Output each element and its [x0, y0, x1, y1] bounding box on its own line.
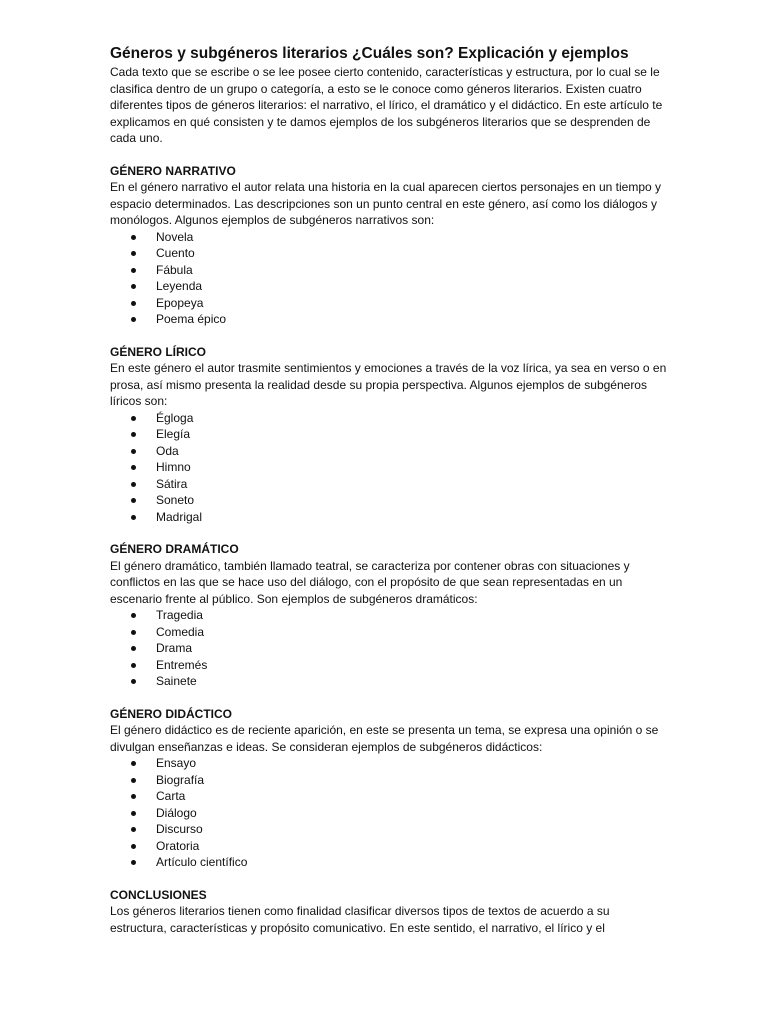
- bullet-icon: [131, 301, 136, 306]
- list-item-label: Comedia: [156, 624, 205, 639]
- list-item: [110, 476, 668, 493]
- bullet-icon: [131, 663, 136, 668]
- bullet-icon: [131, 827, 136, 832]
- bullet-icon: [131, 646, 136, 651]
- bullet-icon: [131, 268, 136, 273]
- list-item-label: Entremés: [156, 657, 208, 672]
- list-item-label: Himno: [156, 460, 191, 474]
- section-conclusiones: [110, 887, 668, 937]
- section-didactico: [110, 706, 668, 871]
- bullet-icon: [131, 465, 136, 470]
- section-paragraph: El género dramático, también llamado teatral, se caracteriza por contener obras con situaciones y conflictos en las que se hace uso del diálogo, con el propósito de que sean representadas en un escenario frente al público. Son ejemplos de subgéneros dramáticos:: [110, 558, 630, 606]
- bullet-icon: [131, 778, 136, 783]
- bullet-icon: [131, 432, 136, 437]
- list-item-label: Égloga: [156, 410, 194, 425]
- bullet-icon: [131, 449, 136, 454]
- list-item: [110, 772, 668, 789]
- bullet-icon: [131, 498, 136, 503]
- list-item-label: Leyenda: [156, 279, 203, 293]
- list-item: [110, 509, 668, 526]
- bullet-icon: [131, 416, 136, 421]
- list-item-label: Madrigal: [156, 509, 203, 524]
- section-heading: GÉNERO NARRATIVO: [110, 163, 236, 178]
- section-paragraph: El género didáctico es de reciente aparición, en este se presenta un tema, se expresa una opinión o se divulgan enseñanzas e ideas. Se consideran ejemplos de subgéneros didácticos:: [110, 723, 659, 754]
- list-item-label: Sainete: [156, 674, 197, 688]
- intro-paragraph: Cada texto que se escribe o se lee posee cierto contenido, características y estructura, por lo cual se le clasifica dentro de un grupo o categoría, a esto se le conoce como géneros literarios. Existen cuatro diferentes tipos de géneros literarios: el narrativo, el lírico, el dramático y el didáctico. En este artículo te explicamos en qué consisten y te damos ejemplos de los subgéneros literarios que se desprenden de cada uno.: [110, 65, 663, 145]
- list-item-label: Tragedia: [156, 608, 203, 622]
- list-item: [110, 607, 668, 624]
- section-heading: GÉNERO LÍRICO: [110, 344, 207, 359]
- section-lirico: [110, 344, 668, 526]
- list-item-label: Fábula: [156, 262, 193, 277]
- bullet-icon: [131, 515, 136, 520]
- bullet-icon: [131, 482, 136, 487]
- list-item-label: Biografía: [156, 772, 205, 787]
- section-dramatico: [110, 541, 668, 690]
- list-item: [110, 426, 668, 443]
- list-item-label: Soneto: [156, 493, 195, 507]
- section-heading: CONCLUSIONES: [110, 887, 207, 902]
- list-item: [110, 262, 668, 279]
- list-item-label: Sátira: [156, 476, 188, 491]
- list-item: [110, 821, 668, 838]
- list-item: [110, 788, 668, 805]
- list-item: [110, 657, 668, 674]
- list-item: [110, 755, 668, 772]
- bullet-icon: [131, 251, 136, 256]
- list-item: [110, 459, 668, 476]
- list-item: [110, 640, 668, 657]
- section-narrativo: [110, 163, 668, 328]
- subgenre-list: [110, 607, 668, 690]
- list-item-label: Poema épico: [156, 312, 227, 326]
- list-item: [110, 492, 668, 509]
- bullet-icon: [131, 844, 136, 849]
- list-item-label: Drama: [156, 641, 193, 655]
- subgenre-list: [110, 229, 668, 328]
- list-item: [110, 838, 668, 855]
- list-item: [110, 624, 668, 641]
- bullet-icon: [131, 679, 136, 684]
- subgenre-list: [110, 410, 668, 526]
- subgenre-list: [110, 755, 668, 871]
- list-item-label: Diálogo: [156, 805, 197, 820]
- document-title: Géneros y subgéneros literarios ¿Cuáles son? Explicación y ejemplos: [110, 45, 629, 62]
- bullet-icon: [131, 811, 136, 816]
- bullet-icon: [131, 317, 136, 322]
- list-item: [110, 443, 668, 460]
- list-item: [110, 805, 668, 822]
- bullet-icon: [131, 284, 136, 289]
- list-item-label: Ensayo: [156, 756, 197, 770]
- section-paragraph: Los géneros literarios tienen como finalidad clasificar diversos tipos de textos de acuerdo a su estructura, características y propósito comunicativo. En este sentido, el narrativo, el lírico y el: [110, 904, 610, 935]
- list-item: [110, 245, 668, 262]
- list-item: [110, 229, 668, 246]
- section-paragraph: En este género el autor trasmite sentimientos y emociones a través de la voz lírica, ya sea en verso o en prosa, así mismo presenta la realidad desde su propia perspectiva. Algunos ejemplos de subgéneros líricos son:: [110, 361, 667, 408]
- list-item: [110, 854, 668, 871]
- list-item: [110, 673, 668, 690]
- list-item-label: Carta: [156, 789, 186, 803]
- bullet-icon: [131, 761, 136, 766]
- section-heading: GÉNERO DIDÁCTICO: [110, 706, 233, 721]
- bullet-icon: [131, 630, 136, 635]
- section-heading: GÉNERO DRAMÁTICO: [110, 542, 239, 556]
- bullet-icon: [131, 794, 136, 799]
- list-item-label: Oda: [156, 443, 179, 458]
- bullet-icon: [131, 613, 136, 618]
- bullet-icon: [131, 235, 136, 240]
- list-item-label: Discurso: [156, 822, 203, 836]
- list-item: [110, 278, 668, 295]
- list-item-label: Artículo científico: [156, 855, 248, 869]
- list-item: [110, 311, 668, 328]
- list-item-label: Oratoria: [156, 838, 200, 853]
- list-item-label: Epopeya: [156, 295, 204, 310]
- section-paragraph: En el género narrativo el autor relata una historia en la cual aparecen ciertos personajes en un tiempo y espacio determinados. Las descripciones son un punto central en este género, así como los diálogos y monólogos. Algunos ejemplos de subgéneros narrativos son:: [110, 180, 661, 227]
- list-item-label: Cuento: [156, 246, 195, 260]
- list-item: [110, 295, 668, 312]
- list-item-label: Elegía: [156, 427, 191, 441]
- bullet-icon: [131, 860, 136, 865]
- list-item: [110, 410, 668, 427]
- list-item-label: Novela: [156, 229, 194, 244]
